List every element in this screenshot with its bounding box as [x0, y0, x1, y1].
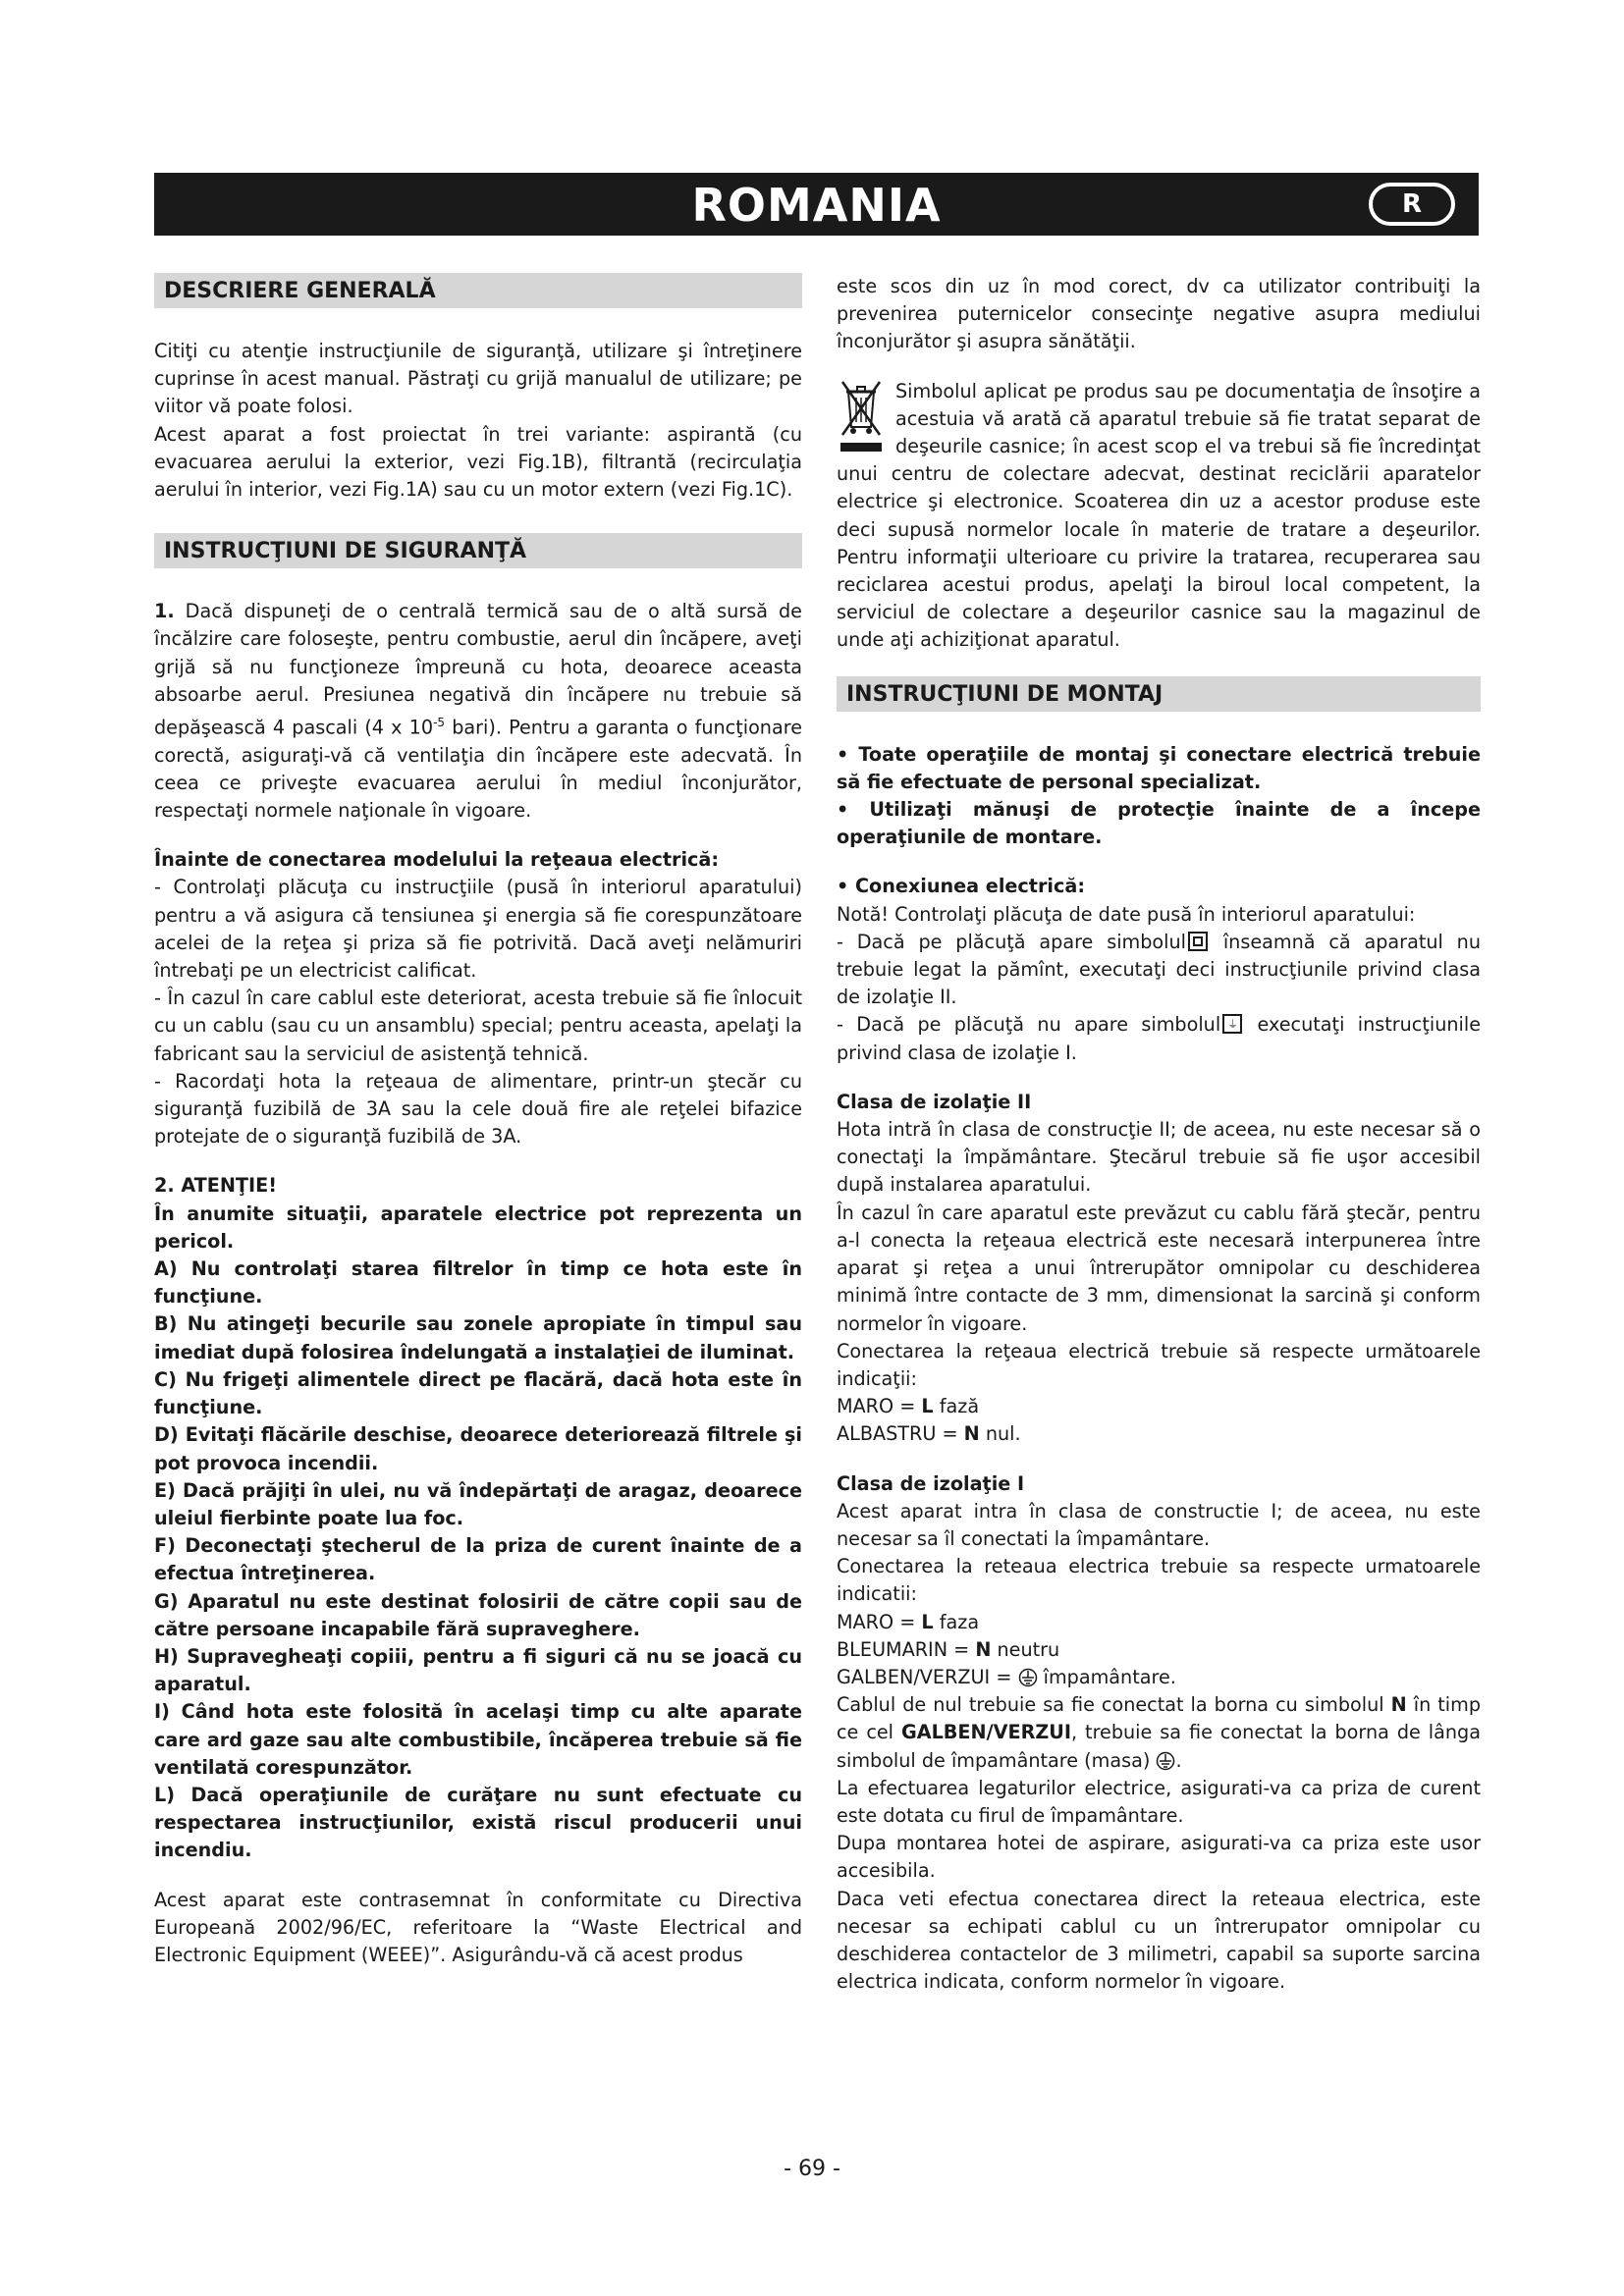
mounting-bullet-1: • Toate operaţiile de montaj şi conectare electrică trebuie să fie efectuate de personal specializat.	[837, 741, 1481, 796]
attention-item: L) Dacă operaţiunile de curăţare nu sunt efectuate cu respectarea instrucţiunilor, există riscul producerii unui incendiu.	[154, 1783, 802, 1862]
attention-item: C) Nu frigeţi alimentele direct pe flacără, dacă hota este în funcţiune.	[154, 1367, 802, 1419]
connection-heading: Înainte de conectarea modelului la reţeaua electrică:	[154, 848, 720, 872]
class-ii-brown-wire	[837, 1393, 1481, 1420]
wire-meaning: neutru	[997, 1637, 1060, 1661]
wire-label: BLEUMARIN =	[837, 1637, 970, 1661]
text-part: , trebuie sa fie conectat la borna de lânga simbolul de împamântare (masa)	[837, 1721, 1481, 1772]
class-ii-paragraph-3: Conectarea la reţeaua electrică trebuie să respecte următoarele indicaţii:	[837, 1339, 1481, 1390]
connection-step-1: - Controlaţi plăcuţa cu instrucţiile (pusă în interiorul aparatului) pentru a vă asigura că tensiunea şi energia să fie corespunzătoare acelei de la reţea şi priza să fie potrivită. Dacă aveţi nelămuriri întrebaţi pe un electricist calificat.	[154, 876, 802, 983]
connection-step-2: - În cazul în care cablul este deteriorat, acesta trebuie să fie înlocuit cu un cablu (sau cu un ansamblu) special; pentru aceasta, apelaţi la fabricant sau la serviciul de asistenţă tehnică.	[154, 987, 802, 1065]
ground-icon	[1156, 1751, 1175, 1771]
wire-label: ALBASTRU =	[837, 1422, 958, 1446]
page-number: - 69 -	[784, 2157, 840, 2181]
class-ii-paragraph-1: Hota intră în clasa de construcţie II; de aceea, nu este necesar să o conectaţi la împământare. Ştecărul trebuie să fie uşor accesibil după instalarea aparatului.	[837, 1118, 1481, 1197]
class-i-paragraph-5: Dupa montarea hotei de aspirare, asigurati-va ca priza este usor accesibila.	[837, 1832, 1481, 1883]
attention-item: H) Supravegheaţi copiii, pentru a fi siguri că nu se joacă cu aparatul.	[154, 1644, 802, 1696]
class-i-paragraph-2: Conectarea la reteaua electrica trebuie sa respecte urmatoarele indicatii:	[837, 1555, 1481, 1606]
attention-item: D) Evitaţi flăcările deschise, deoarece deteriorează filtrele şi pot provoca incendii.	[154, 1423, 802, 1474]
intro-paragraph: Citiţi cu atenţie instrucţiunile de siguranţă, utilizare şi întreţinere cuprinse în acest manual. Păstraţi cu grijă manualul de utilizare; pe viitor vă poate folosi.	[154, 340, 802, 418]
wire-code: L	[921, 1395, 934, 1418]
variants-paragraph: Acest aparat a fost proiectat în trei variante: aspirantă (cu evacuarea aerului la exterior, vezi Fig.1B), filtrantă (recirculaţia aerului în interior, vezi Fig.1A) sau cu un motor extern (vezi Fig.1C).	[154, 422, 802, 502]
class-i-paragraph-3: Cablul de nul trebuie sa fie conectat la borna cu simbolul N în timp ce cel GALBEN/VERZUI, trebuie sa fie conectat la borna de lânga simbolul de împamântare (masa) .	[837, 1693, 1481, 1772]
weee-continuation: este scos din uz în mod corect, dv ca utilizator contribuiţi la prevenirea puternicelor consecinţe negative asupra mediului înconjurător şi asupra sănătăţii.	[837, 275, 1481, 353]
wire-label: MARO =	[837, 1610, 916, 1633]
attention-item: B) Nu atingeţi becurile sau zonele apropiate în timpul sau imediat după folosirea îndelungată a instalaţiei de iluminat.	[154, 1312, 802, 1363]
wire-meaning: nul.	[985, 1422, 1021, 1446]
class-i-paragraph-4: La efectuarea legaturilor electrice, asigurati-va ca priza de curent este dotata cu firul de împamântare.	[837, 1776, 1481, 1827]
safety-item-1-text: Dacă dispuneţi de o centrală termică sau de o altă sursă de încălzire care foloseşte, pentru combustie, aerul din încăpere, aveţi grijă să nu funcţioneze împreună cu hota, deoarece aceasta absoarbe aerul. Presiunea negativă din încăpere nu trebuie să depăşească 4 pascali (4 x 10	[154, 600, 802, 739]
attention-item: I) Când hota este folosită în acelaşi timp cu alte aparate care ard gaze sau alte combustibile, încăperea trebuie să fie ventilată corespunzător.	[154, 1700, 802, 1779]
class-i-paragraph-6: Daca veti efectua conectarea direct la reteaua electrica, este necesar sa echipati cablul cu un întrerupator omnipolar cu deschiderea contactelor de 3 milimetri, capabil sa suporte sarcina electrica indicata, conform normelor în vigoare.	[837, 1887, 1481, 1994]
connection-step-3: - Racordaţi hota la reţeaua de alimentare, printr-un ştecăr cu siguranţă fuzibilă de 3A sau la cele două fire ale reţelei bifazice protejate de o siguranţă fuzibilă de 3A.	[154, 1069, 802, 1148]
class-ii-instruction	[837, 929, 1481, 1012]
weee-symbol-paragraph: Simbolul aplicat pe produs sau pe documentaţia de însoţire a acestuia vă arată că aparatul trebuie să fie tratat separat de deşeurile casnice; în acest scop el va trebui să fie încredinţat unui centru de colectare adecvat, destinat reciclării aparatelor electrice şi electronice. Scoaterea din uz a acestor produse este deci supusă normelor locale în materie de tratare a deşeurilor. Pentru informaţii ulterioare cu privire la tratarea, recuperarea sau reciclarea acestui produs, apelaţi la biroul local competent, la serviciul de colectare a deşeurilor casnice sau la magazinul de unde aţi achiziţionat aparatul.	[837, 379, 1481, 652]
attention-item: F) Deconectaţi ştecherul de la priza de curent înainte de a efectua întreţinerea.	[154, 1534, 802, 1585]
double-square-icon	[1188, 932, 1208, 951]
note-paragraph: Notă! Controlaţi plăcuţa de date pusă în interiorul aparatului:	[837, 902, 1416, 926]
text-part: Cablul de nul trebuie sa fie conectat la borna cu simbolul	[837, 1693, 1384, 1717]
class-i-blue-wire	[837, 1636, 1481, 1664]
electric-connection-bullet: • Conexiunea electrică:	[837, 873, 1481, 900]
class-i-paragraph-1: Acest aparat intra în clasa de constructie I; de aceea, nu este necesar sa îl conectati la împamântare.	[837, 1499, 1481, 1550]
attention-item: A) Nu controlaţi starea filtrelor în timp ce hota este în funcţiune.	[154, 1257, 802, 1308]
safety-item-1-text-cont: bari). Pentru a garanta o funcţionare corectă, asiguraţi-vă că ventilaţia din încăpere este adecvată. În ceea ce priveşte evacuarea aerului în mediul înconjurător, respectaţi normele naţionale în vigoare.	[154, 716, 802, 823]
wire-meaning: faza	[939, 1610, 980, 1633]
wire-code: L	[921, 1610, 934, 1633]
class-ii-paragraph-2: În cazul în care aparatul este prevăzut cu cablu fără ştecăr, pentru a-l conecta la reţeaua electrică este necesară interpunerea între aparat şi reţea a unui întrerupător omnipolar cu deschiderea minimă între contacte de 3 mm, dimensionat la sarcină şi conform normelor în vigoare.	[837, 1201, 1481, 1335]
class-i-text-a: - Dacă pe plăcuţă nu apare simbolul	[837, 1013, 1221, 1037]
section-heading-mounting: INSTRUCŢIUNI DE MONTAJ	[837, 676, 1481, 712]
class-i-brown-wire	[837, 1609, 1481, 1636]
attention-heading: 2. ATENŢIE!	[154, 1174, 278, 1198]
class-ii-text-b: înseamnă că aparatul nu trebuie legat la pămînt, executaţi deci instrucţiunile privind clasa de izolaţie II.	[837, 930, 1482, 1009]
attention-item: G) Aparatul nu este destinat folosirii de către copii sau de către persoane incapabile fără supraveghere.	[154, 1589, 802, 1640]
wire-label: MARO =	[837, 1395, 916, 1418]
class-i-heading: Clasa de izolaţie I	[837, 1471, 1025, 1495]
mounting-bullet-2: • Utilizaţi mănuşi de protecţie înainte de a începe operaţiunile de montare.	[837, 796, 1481, 851]
banner-title: ROMANIA	[691, 179, 942, 232]
crossed-bin-icon	[837, 378, 886, 454]
country-banner	[154, 173, 1479, 236]
item-number: 1.	[154, 600, 175, 623]
safety-item-1	[154, 598, 802, 825]
wire-meaning: împamântare.	[1043, 1665, 1176, 1688]
ground-icon	[1018, 1668, 1038, 1687]
class-i-yellow-green-wire	[837, 1664, 1481, 1691]
country-badge	[1369, 183, 1455, 226]
wire-code: N	[975, 1637, 992, 1661]
class-ii-blue-wire	[837, 1420, 1481, 1448]
left-column	[154, 273, 802, 1969]
section-heading-safety: INSTRUCŢIUNI DE SIGURANŢĂ	[154, 533, 802, 568]
attention-item: În anumite situaţii, aparatele electrice pot reprezenta un pericol.	[154, 1201, 802, 1253]
section-heading-general-description: DESCRIERE GENERALĂ	[154, 273, 802, 308]
wire-label: GALBEN/VERZUI =	[837, 1665, 1012, 1688]
text-part: în timp ce cel	[837, 1693, 1481, 1744]
exponent: -5	[433, 716, 446, 730]
text-part: GALBEN/VERZUI	[900, 1721, 1071, 1744]
right-column	[837, 273, 1481, 1996]
weee-directive-paragraph: Acest aparat este contrasemnat în conformitate cu Directiva Europeană 2002/96/EC, referitoare la “Waste Electrical and Electronic Equipment (WEEE)”. Asigurându-vă că acest produs	[154, 1888, 802, 1966]
ground-square-icon: ⏚	[1222, 1014, 1242, 1034]
wire-code: N	[963, 1422, 980, 1446]
class-ii-text-a: - Dacă pe plăcuţă apare simbolul	[837, 930, 1186, 953]
wire-meaning: fază	[939, 1395, 980, 1418]
badge-letter: R	[1401, 189, 1423, 219]
text-part: N	[1390, 1693, 1407, 1717]
weee-block	[837, 378, 1481, 655]
class-i-text-b: executaţi instrucţiunile privind clasa de izolaţie I.	[837, 1013, 1481, 1064]
attention-item: E) Dacă prăjiţi în ulei, nu vă îndepărtaţi de aragaz, deoarece uleiul fierbinte poate lua foc.	[154, 1478, 802, 1529]
class-ii-heading: Clasa de izolaţie II	[837, 1090, 1032, 1113]
class-i-instruction	[837, 1011, 1481, 1066]
